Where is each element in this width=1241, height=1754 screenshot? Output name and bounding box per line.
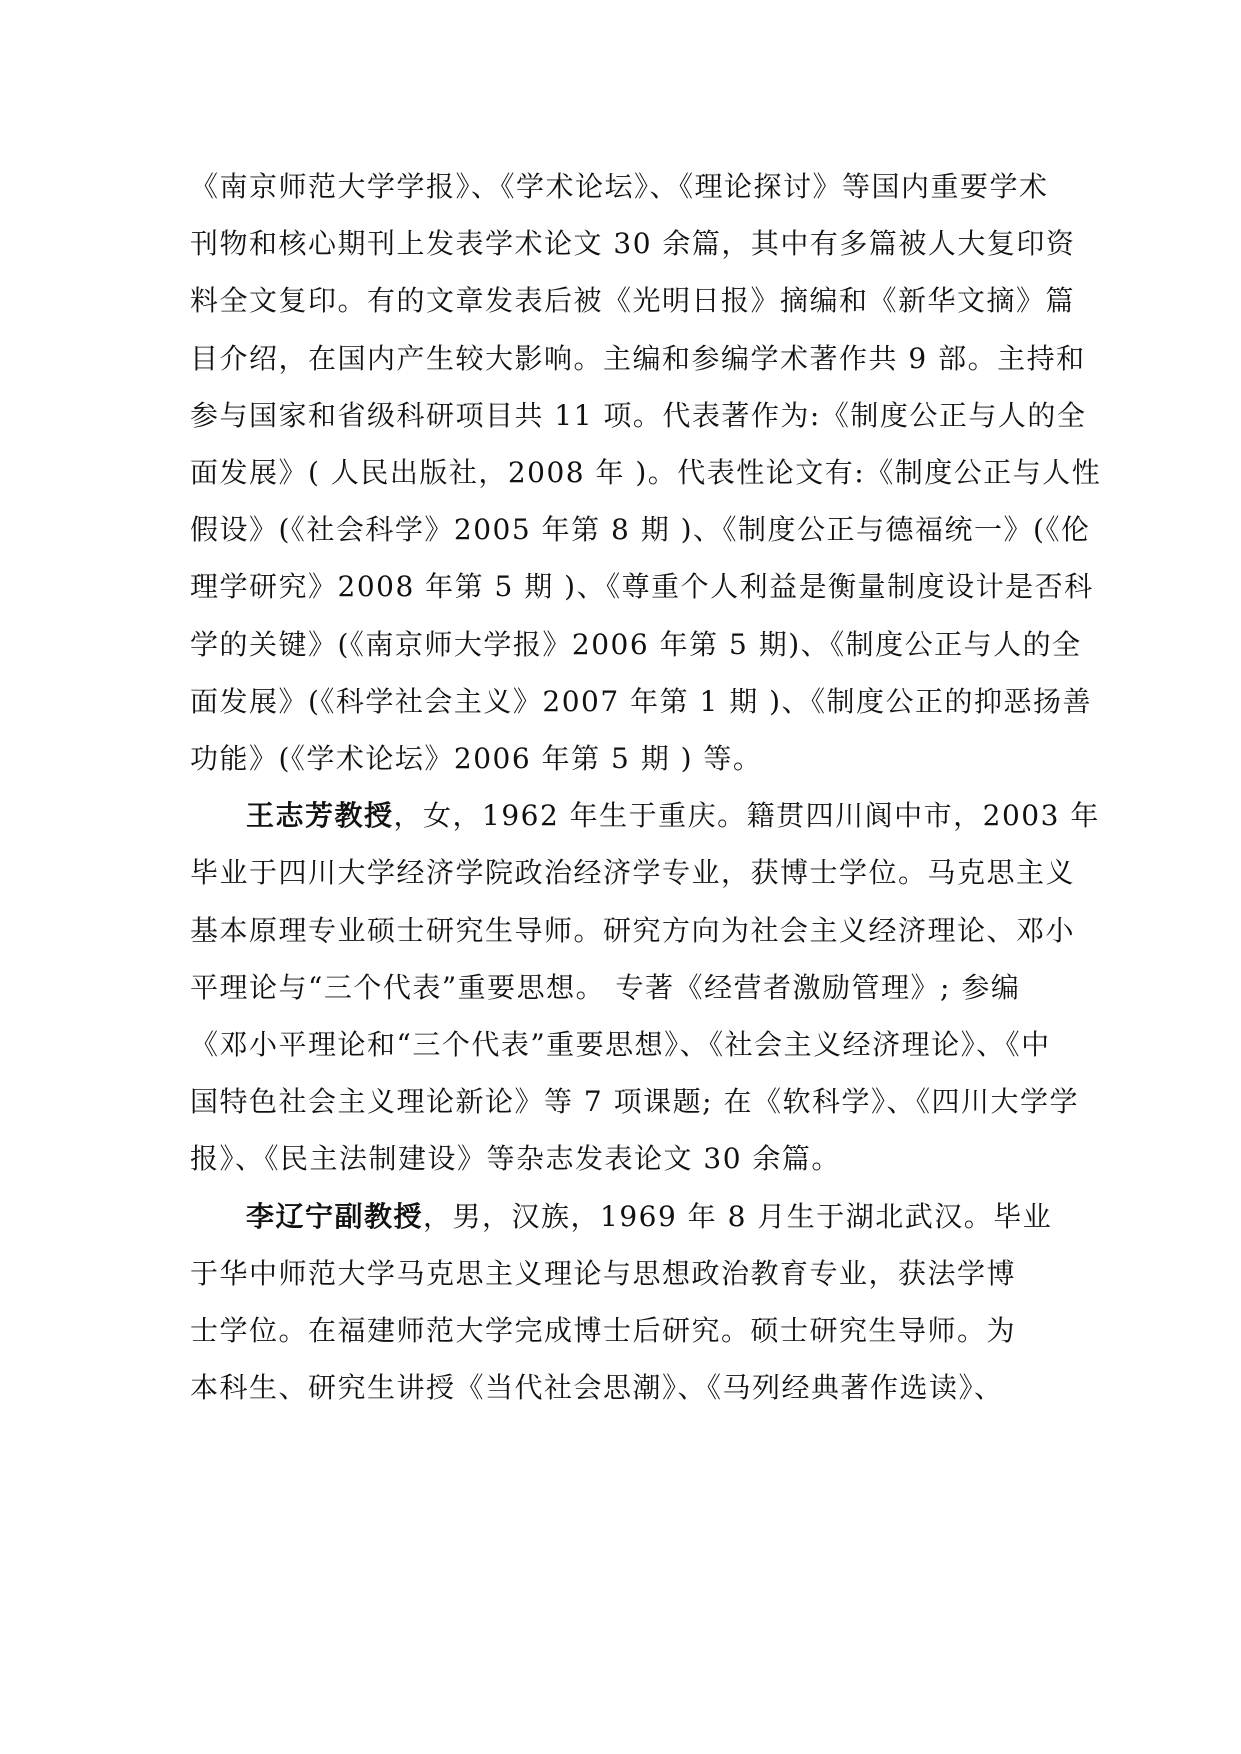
text-line: 《南京师范大学学报》、《学术论坛》、《理论探讨》等国内重要学术 (190, 170, 1049, 203)
text-line: 参与国家和省级科研项目共 11 项。代表著作为:《制度公正与人的全 (190, 398, 1087, 432)
text-line: 目介绍，在国内产生较大影响。主编和参编学术著作共 9 部。主持和 (190, 341, 1086, 375)
text-line: 基本原理专业硕士研究生导师。研究方向为社会主义经济理论、邓小 (190, 913, 1076, 947)
text-line: 报》、《民主法制建设》等杂志发表论文 30 余篇。 (190, 1142, 841, 1176)
text-line (190, 787, 1100, 844)
person-name: 王志芳教授 (246, 799, 394, 833)
text-line: 《邓小平理论和“三个代表”重要思想》、《社会主义经济理论》、《中 (190, 1028, 1051, 1062)
text-line: 理学研究》2008 年第 5 期 )、《尊重个人利益是衡量制度设计是否科 (190, 570, 1094, 604)
text-line: 功能》(《学术论坛》2006 年第 5 期 ) 等。 (190, 742, 763, 776)
text-line: 士学位。在福建师范大学完成博士后研究。硕士研究生导师。为 (190, 1314, 1017, 1348)
text-line: 面发展》(《科学社会主义》2007 年第 1 期 )、《制度公正的抑恶扬善 (190, 684, 1093, 718)
paragraph-publications (190, 158, 1102, 787)
text-segment: ，女，1962 年生于重庆。籍贯四川阆中市，2003 年 (393, 799, 1100, 833)
text-line: 毕业于四川大学经济学院政治经济学专业，获博士学位。马克思主义 (190, 856, 1076, 890)
text-segment: ，男，汉族，1969 年 8 月生于湖北武汉。毕业 (423, 1199, 1053, 1233)
text-line: 国特色社会主义理论新论》等 7 项课题; 在《软科学》、《四川大学学 (190, 1085, 1079, 1119)
paragraph-li-liaoning (190, 1188, 1053, 1417)
text-line: 学的关键》(《南京师大学报》2006 年第 5 期)、《制度公正与人的全 (190, 627, 1082, 661)
text-line: 于华中师范大学马克思主义理论与思想政治教育专业，获法学博 (190, 1256, 1017, 1290)
paragraph-wang-zhifang (190, 787, 1100, 1187)
document-page (190, 158, 1102, 1416)
text-line: 面发展》( 人民出版社，2008 年 )。代表性论文有:《制度公正与人性 (190, 456, 1102, 490)
text-line (190, 1188, 1053, 1245)
text-line: 平理论与“三个代表”重要思想。 专著《经营者激励管理》; 参编 (190, 970, 1021, 1004)
person-name: 李辽宁副教授 (246, 1199, 424, 1233)
text-line: 刊物和核心期刊上发表学术论文 30 余篇，其中有多篇被人大复印资 (190, 227, 1076, 261)
text-line: 本科生、研究生讲授《当代社会思潮》、《马列经典著作选读》、 (190, 1371, 1004, 1405)
text-line: 料全文复印。有的文章发表后被《光明日报》摘编和《新华文摘》篇 (190, 284, 1076, 318)
text-line: 假设》(《社会科学》2005 年第 8 期 )、《制度公正与德福统一》(《伦 (190, 513, 1091, 547)
